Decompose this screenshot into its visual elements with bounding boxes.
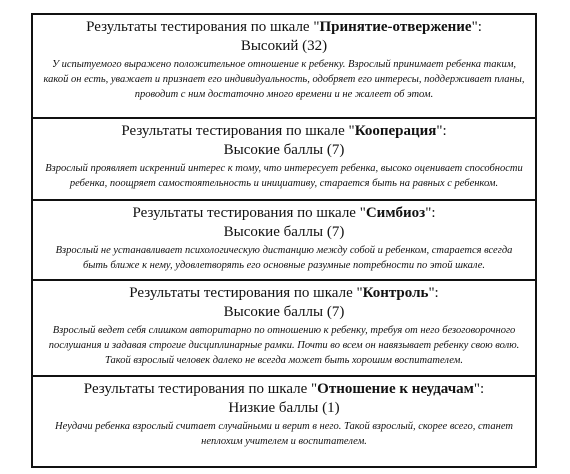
scale-description: Взрослый не устанавливает психологическую дистанцию между собой и ребенком, старается всегда быть ближе к нему, удовлетворять его основные разумные потребности по этой шкале. [55, 245, 513, 271]
result-section-symbiosis [33, 201, 535, 281]
result-section-acceptance [33, 15, 535, 119]
section-heading: Результаты тестирования по шкале "Симбиоз": [132, 205, 436, 221]
scale-description: Неудачи ребенка взрослый считает случайными и верит в него. Такой взрослый, скорее всего, станет неплохим учителем и воспитателем. [55, 421, 513, 447]
result-section-cooperation [33, 119, 535, 201]
section-heading: Результаты тестирования по шкале "Отношение к неудачам": [83, 381, 485, 397]
result-section-failure-attitude [33, 377, 535, 466]
score-level: Высокие баллы (7) [223, 304, 345, 320]
score-level: Низкие баллы (1) [228, 400, 340, 416]
result-section-control [33, 281, 535, 377]
scale-name: Симбиоз [365, 205, 426, 221]
score-level: Высокие баллы (7) [223, 224, 345, 240]
score-level: Высокий (32) [240, 38, 328, 54]
results-table [31, 13, 537, 468]
scale-description: У испытуемого выражено положительное отношение к ребенку. Взрослый принимает ребенка таким, какой он есть, уважает и признает его индивидуальность, одобряет его интересы, поддерживает планы, проводит с ним достаточно много времени и не жалеет об этом. [43, 59, 525, 100]
scale-description: Взрослый проявляет искренний интерес к тому, что интересует ребенка, высоко оценивает способности ребенка, поощряет самостоятельность и инициативу, старается быть на равных с ребенком. [45, 163, 523, 189]
score-level: Высокие баллы (7) [223, 142, 345, 158]
section-heading: Результаты тестирования по шкале "Принятие-отвержение": [86, 19, 482, 35]
scale-name: Отношение к неудачам [317, 381, 474, 397]
scale-name: Принятие-отвержение [319, 19, 472, 35]
scale-name: Кооперация [354, 123, 437, 139]
scale-name: Контроль [362, 285, 429, 301]
section-heading: Результаты тестирования по шкале "Кооперация": [121, 123, 447, 139]
scale-description: Взрослый ведет себя слишком авторитарно по отношению к ребенку, требуя от него безоговорочного послушания и задавая строгие дисциплинарные рамки. Почти во всем он навязывает ребенку свою волю. Такой взрослый человек далеко не всегда может быть хорошим воспитателем. [48, 325, 520, 366]
section-heading: Результаты тестирования по шкале "Контроль": [129, 285, 439, 301]
